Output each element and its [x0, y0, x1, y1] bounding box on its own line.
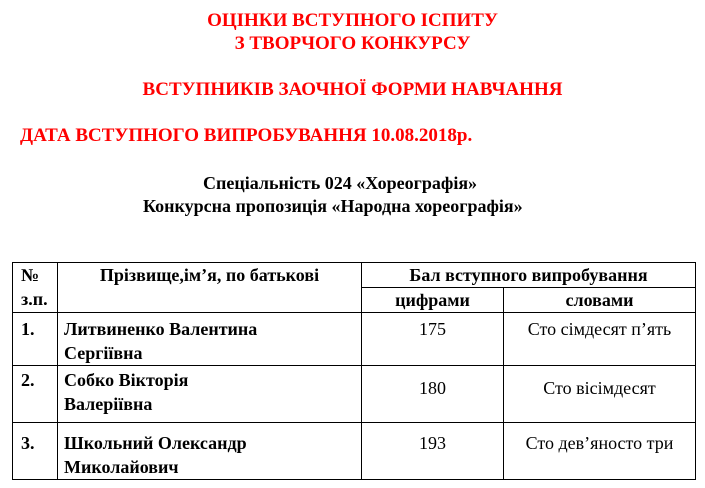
- row-number: 2.: [13, 366, 58, 423]
- student-name-line-1: Школьний Олександр: [64, 433, 247, 453]
- words-column-header: словами: [504, 288, 696, 313]
- title-line-3: ВСТУПНИКІВ ЗАОЧНОЇ ФОРМИ НАВЧАННЯ: [142, 79, 563, 100]
- number-header-line-2: з.п.: [21, 289, 48, 309]
- title-line-1: ОЦІНКИ ВСТУПНОГО ІСПИТУ: [207, 10, 498, 31]
- student-name-line-1: Собко Вікторія: [64, 370, 189, 390]
- score-group-header: Бал вступного випробування: [362, 263, 696, 288]
- student-name-line-1: Литвиненко Валентина: [64, 319, 258, 339]
- table-header-row: [13, 263, 696, 288]
- student-name-line-2: Миколайович: [64, 457, 179, 477]
- score-words: Сто вісімдесят: [504, 366, 696, 423]
- number-header-line-1: №: [21, 265, 40, 285]
- student-name-line-2: Валеріївна: [64, 394, 153, 414]
- title-line-2: З ТВОРЧОГО КОНКУРСУ: [234, 33, 471, 54]
- table-row: [13, 423, 696, 480]
- digits-column-header: цифрами: [362, 288, 504, 313]
- student-name: [58, 366, 362, 423]
- table-row: [13, 313, 696, 366]
- score-words: Сто сімдесят п’ять: [504, 313, 696, 366]
- student-name-line-2: Сергіївна: [64, 343, 143, 363]
- specialty-line: Спеціальність 024 «Хореографія»: [203, 173, 478, 193]
- row-number: 3.: [13, 423, 58, 480]
- score-digits: 180: [362, 366, 504, 423]
- table-row: [13, 366, 696, 423]
- competition-proposal-line: Конкурсна пропозиція «Народна хореографія»: [143, 196, 523, 216]
- score-digits: 193: [362, 423, 504, 480]
- number-column-header: [13, 263, 58, 313]
- name-column-header: Прізвище,ім’я, по батькові: [58, 263, 362, 313]
- exam-date-line: ДАТА ВСТУПНОГО ВИПРОБУВАННЯ 10.08.2018р.: [20, 125, 473, 146]
- row-number: 1.: [13, 313, 58, 366]
- scores-table: [12, 262, 696, 480]
- score-digits: 175: [362, 313, 504, 366]
- student-name: [58, 423, 362, 480]
- student-name: [58, 313, 362, 366]
- score-words: Сто дев’яносто три: [504, 423, 696, 480]
